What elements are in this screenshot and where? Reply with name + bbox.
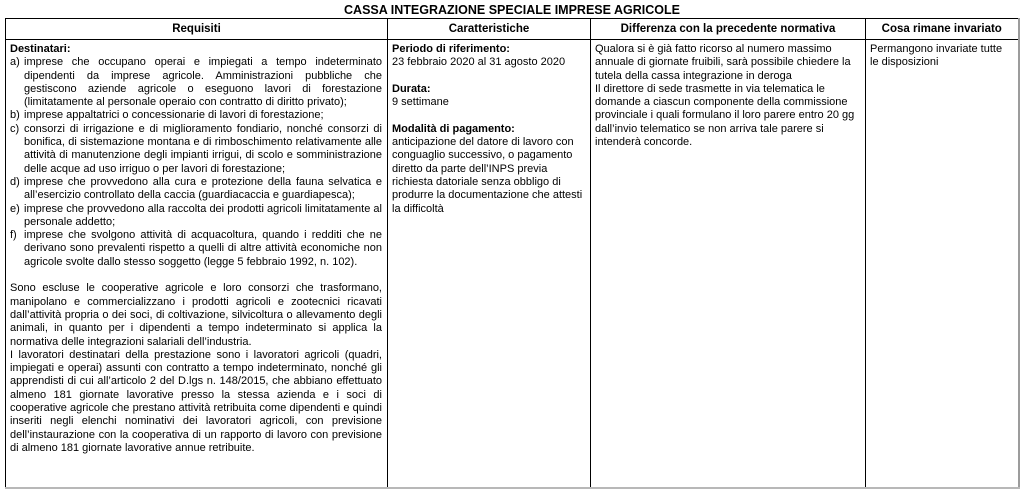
section-label: Durata: — [392, 82, 431, 95]
header-row — [6, 19, 1019, 40]
list-item-text: consorzi di irrigazione e di miglioramento fondiario, nonché consorzi di bonifica, di sistemazione montana e di rimboschimento relativamente alle attività di manutenzione degli impianti irrigui, di scolo e somministrazione delle acque ad uso irriguo o per lavori di forestazione; — [24, 122, 382, 175]
col-header-requisiti: Requisiti — [6, 19, 388, 40]
list-item — [10, 56, 382, 109]
col-header-invariato: Cosa rimane invariato — [866, 19, 1019, 40]
list-item-text: imprese appaltatrici o concessionarie di lavori di forestazione; — [24, 109, 324, 122]
cell-requisiti — [6, 40, 388, 488]
requisiti-list — [10, 56, 382, 269]
main-table — [5, 18, 1020, 489]
document-title: CASSA INTEGRAZIONE SPECIALE IMPRESE AGRICOLE — [344, 3, 680, 17]
list-item-text: imprese che provvedono alla cura e protezione della fauna selvatica e all’esercizio controllato della caccia (guardiacaccia e guardiapesca); — [24, 175, 382, 202]
requisiti-paragraph: I lavoratori destinatari della prestazione sono i lavoratori agricoli (quadri, impiegati e operai) assunti con contratto a tempo indeterminato, nonché gli apprendisti di cui all’articolo 2 del D.lgs n. 148/2015, che abbiano effettuato almeno 181 giornate lavorative presso la stessa azienda e i soci di cooperative agricole che prestano attività retribuita come dipendenti e quindi inseriti negli elenchi nominativi dei lavoratori agricoli, con previsione dell’instaurazione con la cooperativa di un rapporto di lavoro con previsione di almeno 181 giornate lavorative annue retribuite. — [10, 348, 382, 454]
list-item-marker: e) — [10, 202, 20, 215]
list-item-text: imprese che occupano operai e impiegati a tempo indeterminato dipendenti da imprese agricole. Amministrazioni pubbliche che gestiscono aziende agricole o eseguono lavori di forestazione (limitatamente al personale operaio con contratto di diritto privato); — [24, 56, 382, 109]
list-item-marker: d) — [10, 175, 20, 188]
differenza-paragraph: Il direttore di sede trasmette in via telematica le domande a ciascun componente della commissione provinciale i quali formulano il loro parere entro 20 gg dall’invio telematico se non arriva tale parere si intenderà concorde. — [595, 82, 855, 149]
cell-invariato — [866, 40, 1019, 488]
list-item — [10, 203, 382, 230]
col-header-differenza: Differenza con la precedente normativa — [591, 19, 866, 40]
list-item — [10, 123, 382, 176]
cell-caratteristiche — [388, 40, 591, 488]
destinatari-heading: Destinatari: — [10, 43, 71, 55]
list-item-marker: a) — [10, 56, 20, 69]
document-page — [0, 3, 1024, 489]
section-modalita-pagamento — [392, 123, 585, 216]
section-periodo — [392, 43, 585, 70]
list-item-marker: c) — [10, 122, 20, 135]
section-label: Periodo di riferimento: — [392, 43, 510, 55]
cell-differenza — [591, 40, 866, 488]
list-item — [10, 229, 382, 269]
list-item-marker: f) — [10, 229, 17, 242]
list-item — [10, 109, 382, 122]
body-row — [6, 40, 1019, 488]
section-text: anticipazione del datore di lavoro con conguaglio successivo, o pagamento diretto da parte dell’INPS previa richiesta datoriale senza obbligo di produrre la documentazione che attesti la difficoltà — [392, 136, 583, 215]
list-item-text: imprese che provvedono alla raccolta dei prodotti agricoli limitatamente al personale addetto; — [24, 202, 382, 228]
col-header-caratteristiche: Caratteristiche — [388, 19, 591, 40]
requisiti-paragraph: Sono escluse le cooperative agricole e loro consorzi che trasformano, manipolano e commercializzano i prodotti agricoli e zootecnici ricavati dall’attività propria o dei soci, di coltivazione, silvicoltura o allevamento degli animali, in quanto per i dipendenti a tempo indeterminato si applica la normativa delle integrazioni salariali dell’industria. — [10, 282, 382, 348]
list-item-text: imprese che svolgono attività di acquacoltura, quando i redditi che ne derivano sono prevalenti rispetto a quelli di altre attività economiche non agricole svolte dallo stesso soggetto (legge 5 febbraio 1992, n. 102). — [24, 229, 382, 268]
section-text: 9 settimane — [392, 96, 449, 109]
section-text: 23 febbraio 2020 al 31 agosto 2020 — [392, 56, 566, 69]
list-item-marker: b) — [10, 109, 20, 122]
section-label: Modalità di pagamento: — [392, 122, 515, 135]
list-item — [10, 176, 382, 203]
section-durata — [392, 83, 585, 110]
differenza-paragraph: Qualora si è già fatto ricorso al numero massimo annuale di giornate fruibili, sarà possibile chiedere la tutela della cassa integrazione in deroga — [595, 43, 851, 82]
invariato-text: Permangono invariate tutte le disposizioni — [870, 43, 1003, 69]
